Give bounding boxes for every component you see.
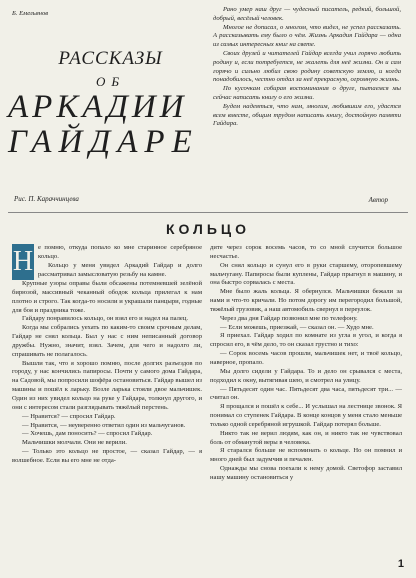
paragraph: Гайдару понравилось кольцо, он взял его и надел на палец. xyxy=(22,315,189,323)
paragraph: дите через сорок восемь часов, то со мной случится большое несчастье. xyxy=(210,244,402,260)
intro-paragraph: Рано умер наш друг — чудесный писатель, редкий, большой, добрый, весёлый человек. xyxy=(213,6,401,22)
illustration-credit: Рис. П. Караччинцева xyxy=(14,195,79,203)
paragraph: — Нравится, — неуверенно ответил один из мальчуганов. xyxy=(22,421,186,429)
paragraph: Он снял кольцо и сунул его в руки старшему, оторопевшему мальчугану. Папиросы были куплены, Гайдар прыгнул в машину, и она быстро сорвалась с места. xyxy=(210,261,402,287)
paragraph: Однажды мы снова поехали к нему домой. Светофор заставил нашу машину остановиться у xyxy=(210,465,402,481)
dropcap-letter: Н xyxy=(12,244,34,280)
paragraph: Мы долго сидели у Гайдара. То и дело он срывался с места, подходил к окну, вытягивая шею, и смотрел на улицу. xyxy=(210,367,402,384)
paragraph: Крупные узоры оправы были обсажены потемневшей зелёной бирюзой, массивный чеканный ободок кольца прилегал к нам плотно и строго. Так когда-то носили и украшали панцыри, годные для боя и праздника тоже. xyxy=(12,280,202,314)
paragraph: — Если можешь, приезжай, — сказал он. — Худо мне. xyxy=(220,323,374,331)
paragraph: Когда мы собрались уехать по каким-то своим срочным делам, Гайдар не снял кольца. Был у нас с ним неписанный договор дружбы. Нужно, значит, взял. Зачем, для чего и надолго ли, спрашивать не полагалось. xyxy=(12,324,202,358)
paragraph: Через два дня Гайдар позвонил мне по телефону. xyxy=(220,314,358,322)
page-number: 1 xyxy=(397,558,404,570)
divider xyxy=(8,212,408,213)
paragraph: — Только это кольцо не простое, — сказал Гайдар, — я волшебное. Если вы его мне не отда- xyxy=(12,448,202,464)
paragraph: Мне было жаль кольца. Я обернулся. Мальчишки бежали за нами и что-то кричали. Но потом дорогу им перегородил большой, тяжёлый грузовик, а наш автомобиль свернул в переулок. xyxy=(210,288,402,313)
title-line-1: РАССКАЗЫ xyxy=(58,48,163,69)
title-line-3: АРКАДИИ xyxy=(8,89,188,125)
left-column xyxy=(12,244,202,466)
intro-signature: Автор xyxy=(368,196,388,204)
story-title: КОЛЬЦО xyxy=(165,221,251,237)
article-title xyxy=(8,48,213,160)
intro-paragraph: Будем надеяться, что нам, многим, любившим его, удастся всем вместе, общим трудом написать книгу, достойную памяти Гайдара. xyxy=(213,102,401,128)
paragraph: — Сорок восемь часов прошли, мальчишек нет, и твоё кольцо, наверное, пропало. xyxy=(210,350,402,366)
intro-paragraph: По кусочкам собирая воспоминания о друге, пытаемся мы сейчас написать книгу о его жизни. xyxy=(213,85,401,101)
paragraph: Я старался больше не вспоминать о кольце. Но он помнил и много дней был задумчив и печален. xyxy=(210,447,402,464)
title-line-2: ОБ xyxy=(95,74,126,89)
paragraph: Кольцо у меня увидел Аркадий Гайдар и долго рассматривал замысловатую резьбу на камне. xyxy=(38,261,202,278)
paragraph: е помню, откуда попало ко мне старинное серебряное кольцо. xyxy=(38,244,202,260)
intro-paragraph: Многое не дописал, о многом, что видел, не успел рассказать. А рассказывать ему было о чём. Жизнь Аркадия Гайдара — одна из самых интересных книг на свете. xyxy=(213,23,401,49)
paragraph: — Пятьдесят один час. Пятьдесят два часа, пятьдесят три... — считал он. xyxy=(210,385,402,402)
paragraph: Я приехал. Гайдар ходил по комнате из угла в угол, и когда я спросил его, в чём дело, то он сказал грустно и тихо: xyxy=(210,332,402,349)
header-author: Б. Емельянов xyxy=(12,10,49,17)
paragraph: Мальчишки молчали. Они не верили. xyxy=(22,439,127,447)
paragraph: Никто так не верил людям, как он, и никто так не чувствовал боль от обманутой веры в человека. xyxy=(210,429,402,446)
title-line-4: ГАЙДАРЕ xyxy=(8,124,199,160)
paragraph: Вышли так, что я хорошо помню, после долгих разъездов по городу, у нас кончились папиросы. Почти у самого дома Гайдара, на Садовой, мы попросили шофёра остановиться. Гайдар вышел из машины и пошёл к ларьку. Возле ларька стояли двое мальчишек. Один из них увидел кольцо на руке у Гайдара, толкнул другого, и они с интересом стали разглядывать тяжёлый перстень. xyxy=(12,359,202,411)
right-column xyxy=(210,244,402,483)
paragraph: — Нравится? — спросил Гайдар. xyxy=(22,412,116,420)
paragraph: Я прощался и пошёл к себе... И услышал на лестнице звонок. Я понимал со ступенек Гайдара. В конце концов у меня стало меньше только одной серебряной игрушкой. Гайдар потерял больше. xyxy=(210,403,402,428)
paragraph: — Хочешь, дам поносить? — спросил Гайдар. xyxy=(22,430,153,438)
dropcap-block xyxy=(12,244,202,280)
intro-text xyxy=(213,6,401,129)
dropcap-text xyxy=(38,244,202,280)
intro-paragraph: Своих друзей и читателей Гайдар всегда учил горячо любить родину и, если потребуется, не жалеть для неё жизни. Он и сам горячо и сильно любил свою родину советскую землю, и когда понадобилось, честно отдал за неё прекрасную, огромную жизнь. xyxy=(213,49,401,84)
